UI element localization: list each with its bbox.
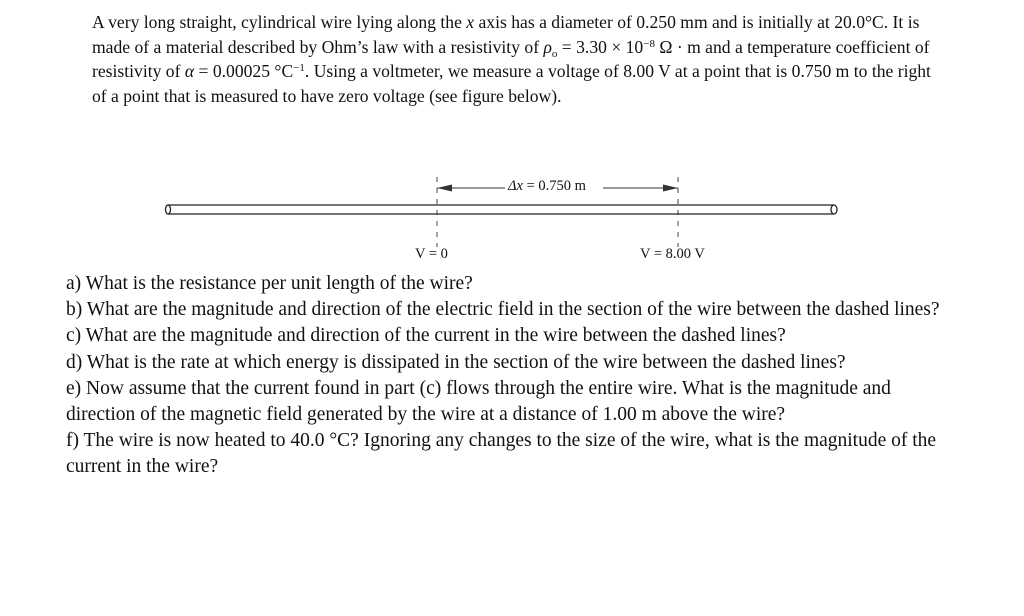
var-rho: ρ xyxy=(543,36,552,57)
intro-text-1: A very long straight, cylindrical wire lying along the xyxy=(92,12,467,32)
var-alpha: α xyxy=(184,61,195,81)
wire-left-end xyxy=(166,205,171,214)
question-a: a) What is the resistance per unit length of the wire? xyxy=(66,273,473,294)
rho-subscript: o xyxy=(551,47,558,60)
intro-text-4: Ω · m and a temperature coefficient of resistivity of xyxy=(92,36,930,81)
var-x: x xyxy=(466,12,475,32)
intro-text-6: . Using a voltmeter, we measure a voltage of 8.00 V at a point that is 0.750 m to the right of a point that is measured to have zero voltage (see figure below). xyxy=(92,61,931,106)
question-e: e) Now assume that the current found in part (c) flows through the entire wire. What is the magnitude and direction of the magnetic field generated by the wire at a distance of 1.00 m above the wire? xyxy=(66,377,891,426)
question-d: d) What is the rate at which energy is dissipated in the section of the wire between the dashed lines? xyxy=(66,351,846,373)
intro-text-5: = 0.00025 °C xyxy=(194,61,294,81)
delta-x-label xyxy=(508,178,586,195)
problem-statement xyxy=(92,10,942,108)
question-b: b) What are the magnitude and direction of the electric field in the section of the wire between the dashed lines? xyxy=(66,299,940,321)
wire-right-end xyxy=(831,205,837,214)
alpha-exponent: −1 xyxy=(293,62,305,74)
delta-x-var: Δx xyxy=(508,178,523,194)
dimension-arrow-left xyxy=(437,185,452,192)
delta-x-value: = 0.750 m xyxy=(522,178,586,194)
eight-volt-label: V = 8.00 V xyxy=(640,246,705,262)
dimension-arrow-right xyxy=(663,185,678,192)
intro-text-3: = 3.30 × 10 xyxy=(557,36,644,57)
question-list xyxy=(66,271,946,481)
question-f: f) The wire is now heated to 40.0 °C? Ignoring any changes to the size of the wire, what is the magnitude of the current in the wire? xyxy=(66,430,937,478)
intro-text-2: axis has a diameter of 0.250 mm and is initially at 20.0°C. It is made of a material described by Ohm’s law with a resistivity of xyxy=(92,12,920,57)
question-c: c) What are the magnitude and direction of the current in the wire between the dashed lines? xyxy=(66,325,786,347)
wire-figure xyxy=(0,168,1024,268)
zero-voltage-label: V = 0 xyxy=(415,246,448,262)
resistivity-exponent: −8 xyxy=(643,37,655,50)
